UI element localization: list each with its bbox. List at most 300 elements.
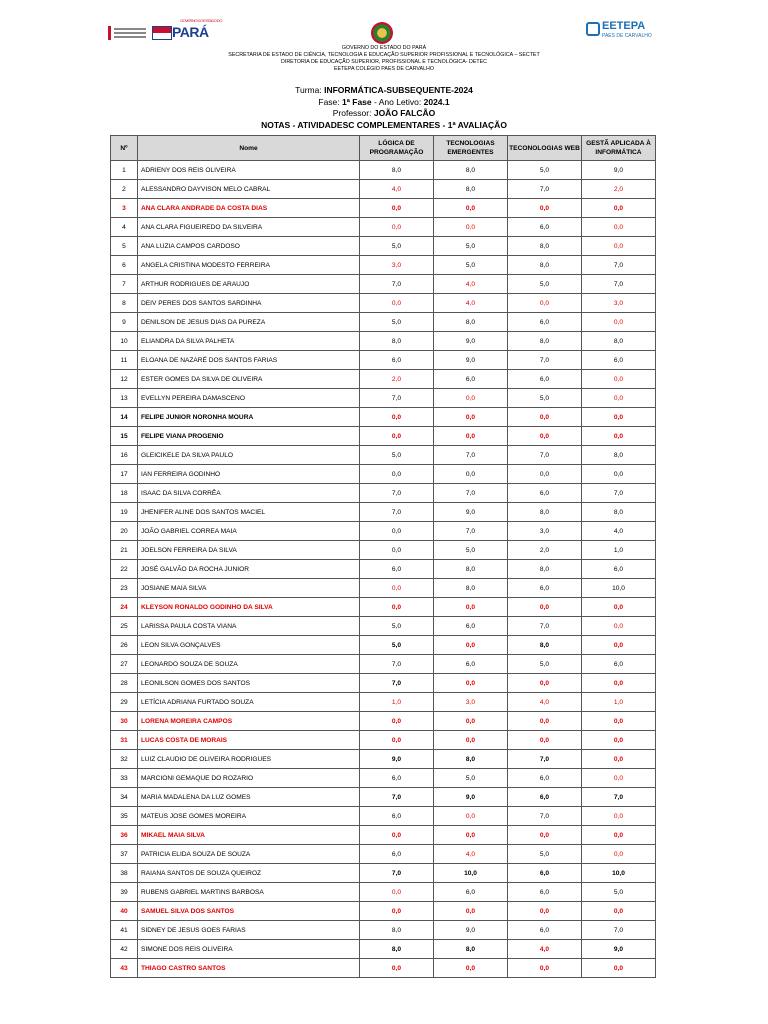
table-row [111, 503, 656, 522]
grade-cell: 5,0 [582, 883, 656, 902]
grade-cell: 3,0 [582, 294, 656, 313]
row-number: 30 [111, 712, 138, 731]
grade-cell: 8,0 [582, 446, 656, 465]
student-name: RAIANA SANTOS DE SOUZA QUEIROZ [138, 864, 360, 883]
secretaria-mini-logo [108, 26, 149, 40]
student-name: ISAAC DA SILVA CORRÊA [138, 484, 360, 503]
grade-cell: 0,0 [582, 769, 656, 788]
col-header-tec-emergentes: TECNOLOGIAS EMERGENTES [434, 136, 508, 161]
table-row [111, 902, 656, 921]
table-row [111, 674, 656, 693]
grade-cell: 8,0 [508, 237, 582, 256]
student-name: DEIV PERES DOS SANTOS SARDINHA [138, 294, 360, 313]
row-number: 24 [111, 598, 138, 617]
row-number: 10 [111, 332, 138, 351]
row-number: 20 [111, 522, 138, 541]
student-name: GLEICIKELE DA SILVA PAULO [138, 446, 360, 465]
grade-cell: 9,0 [360, 750, 434, 769]
grade-cell: 8,0 [434, 161, 508, 180]
table-row [111, 465, 656, 484]
student-name: FELIPE VIANA PROGENIO [138, 427, 360, 446]
table-row [111, 750, 656, 769]
fase-label: Fase: [318, 96, 343, 107]
row-number: 12 [111, 370, 138, 389]
grade-cell: 8,0 [508, 560, 582, 579]
table-row [111, 522, 656, 541]
grade-cell: 8,0 [582, 503, 656, 522]
grade-cell: 7,0 [360, 389, 434, 408]
turma-line [0, 85, 768, 97]
grade-cell: 7,0 [508, 446, 582, 465]
student-name: LEON SILVA GONÇALVES [138, 636, 360, 655]
row-number: 43 [111, 959, 138, 978]
table-row [111, 256, 656, 275]
grade-cell: 5,0 [508, 845, 582, 864]
table-row [111, 712, 656, 731]
row-number: 11 [111, 351, 138, 370]
grade-cell: 0,0 [434, 218, 508, 237]
grade-cell: 4,0 [582, 522, 656, 541]
student-name: SIMONE DOS REIS OLIVEIRA [138, 940, 360, 959]
grade-cell: 0,0 [360, 598, 434, 617]
grade-cell: 10,0 [582, 579, 656, 598]
grade-cell: 2,0 [360, 370, 434, 389]
grade-cell: 8,0 [434, 940, 508, 959]
grade-cell: 0,0 [582, 389, 656, 408]
eetepa-name: EETEPA [602, 20, 646, 32]
grade-cell: 8,0 [360, 921, 434, 940]
grade-cell: 8,0 [508, 332, 582, 351]
grade-cell: 5,0 [434, 769, 508, 788]
grade-cell: 0,0 [360, 199, 434, 218]
row-number: 39 [111, 883, 138, 902]
row-number: 9 [111, 313, 138, 332]
grade-cell: 7,0 [508, 807, 582, 826]
student-name: RUBENS GABRIEL MARTINS BARBOSA [138, 883, 360, 902]
row-number: 41 [111, 921, 138, 940]
grade-cell: 4,0 [360, 180, 434, 199]
grade-cell: 8,0 [434, 560, 508, 579]
table-row [111, 560, 656, 579]
grade-cell: 10,0 [582, 864, 656, 883]
grade-cell: 6,0 [434, 370, 508, 389]
grade-cell: 0,0 [582, 902, 656, 921]
grade-cell: 0,0 [360, 408, 434, 427]
row-number: 42 [111, 940, 138, 959]
row-number: 34 [111, 788, 138, 807]
grade-cell: 8,0 [434, 579, 508, 598]
row-number: 22 [111, 560, 138, 579]
table-row [111, 408, 656, 427]
eetepa-logo [586, 22, 656, 42]
grade-cell: 0,0 [582, 750, 656, 769]
grade-cell: 0,0 [434, 902, 508, 921]
student-name: MARCIONI GEMAQUE DO ROZARIO [138, 769, 360, 788]
grade-cell: 7,0 [360, 503, 434, 522]
grade-cell: 6,0 [434, 617, 508, 636]
grade-cell: 5,0 [508, 655, 582, 674]
grade-cell: 0,0 [434, 712, 508, 731]
header-line: DIRETORIA DE EDUCAÇÃO SUPERIOR, PROFISSIONAL E TECNOLÓGICA- DETEC [281, 59, 487, 65]
grade-cell: 0,0 [434, 427, 508, 446]
grade-cell: 6,0 [508, 484, 582, 503]
row-number: 2 [111, 180, 138, 199]
para-logo-word: PARÁ [172, 24, 209, 40]
student-name: LUIZ CLAUDIO DE OLIVEIRA RODRIGUES [138, 750, 360, 769]
row-number: 7 [111, 275, 138, 294]
para-logo-small: GOVERNO DO ESTADO DO [180, 18, 222, 23]
student-name: JOSIANE MAIA SILVA [138, 579, 360, 598]
student-name: ANGELA CRISTINA MODESTO FERREIRA [138, 256, 360, 275]
para-flag-icon [152, 26, 172, 40]
student-name: ANA LUZIA CAMPOS CARDOSO [138, 237, 360, 256]
student-name: ADRIENY DOS REIS OLIVEIRA [138, 161, 360, 180]
grade-cell: 6,0 [360, 845, 434, 864]
grade-cell: 5,0 [434, 256, 508, 275]
table-row [111, 237, 656, 256]
notas-title [0, 120, 768, 132]
table-row [111, 313, 656, 332]
grade-cell: 0,0 [360, 883, 434, 902]
grade-cell: 5,0 [508, 389, 582, 408]
student-name: LEONILSON GOMES DOS SANTOS [138, 674, 360, 693]
professor-line [0, 108, 768, 120]
grade-cell: 0,0 [360, 902, 434, 921]
grade-cell: 0,0 [508, 826, 582, 845]
table-row [111, 579, 656, 598]
grade-cell: 0,0 [582, 370, 656, 389]
student-name: LUCAS COSTA DE MORAIS [138, 731, 360, 750]
grade-cell: 1,0 [360, 693, 434, 712]
grade-cell: 0,0 [434, 465, 508, 484]
grade-cell: 9,0 [434, 351, 508, 370]
grade-cell: 0,0 [360, 579, 434, 598]
student-name: JHENIFER ALINE DOS SANTOS MACIEL [138, 503, 360, 522]
institution-header [0, 45, 768, 73]
table-row [111, 959, 656, 978]
table-row [111, 807, 656, 826]
grade-cell: 6,0 [508, 579, 582, 598]
grade-cell: 8,0 [508, 636, 582, 655]
grade-cell: 0,0 [582, 636, 656, 655]
grade-cell: 0,0 [434, 674, 508, 693]
header-line: EETEPA COLÉGIO PAES DE CARVALHO [334, 66, 434, 72]
grade-cell: 8,0 [508, 503, 582, 522]
grade-cell: 6,0 [434, 655, 508, 674]
grade-cell: 5,0 [360, 446, 434, 465]
grade-cell: 8,0 [360, 332, 434, 351]
student-name: ALESSANDRO DAYVISON MELO CABRAL [138, 180, 360, 199]
grade-cell: 6,0 [508, 218, 582, 237]
table-row [111, 845, 656, 864]
grade-cell: 7,0 [508, 351, 582, 370]
grade-cell: 7,0 [508, 180, 582, 199]
table-row [111, 940, 656, 959]
grade-cell: 0,0 [434, 408, 508, 427]
grades-table [110, 135, 656, 978]
grade-cell: 0,0 [434, 807, 508, 826]
row-number: 8 [111, 294, 138, 313]
grade-cell: 9,0 [434, 332, 508, 351]
grade-cell: 6,0 [582, 351, 656, 370]
student-name: MIKAEL MAIA SILVA [138, 826, 360, 845]
grade-cell: 0,0 [508, 959, 582, 978]
grade-cell: 7,0 [582, 921, 656, 940]
grade-cell: 5,0 [434, 237, 508, 256]
row-number: 16 [111, 446, 138, 465]
table-row [111, 351, 656, 370]
grade-cell: 7,0 [360, 788, 434, 807]
grade-cell: 7,0 [582, 275, 656, 294]
grade-cell: 0,0 [582, 959, 656, 978]
header-line: GOVERNO DO ESTADO DO PARÁ [341, 45, 427, 51]
student-name: JOSÉ GALVÃO DA ROCHA JUNIOR [138, 560, 360, 579]
student-name: LEONARDO SOUZA DE SOUZA [138, 655, 360, 674]
row-number: 5 [111, 237, 138, 256]
table-row [111, 199, 656, 218]
student-name: SAMUEL SILVA DOS SANTOS [138, 902, 360, 921]
grade-cell: 2,0 [508, 541, 582, 560]
grade-cell: 5,0 [360, 636, 434, 655]
grade-cell: 7,0 [434, 484, 508, 503]
table-row [111, 389, 656, 408]
row-number: 29 [111, 693, 138, 712]
table-row [111, 427, 656, 446]
grade-cell: 7,0 [434, 446, 508, 465]
grade-cell: 7,0 [582, 484, 656, 503]
grade-cell: 9,0 [434, 921, 508, 940]
grade-cell: 0,0 [434, 636, 508, 655]
grade-cell: 0,0 [434, 731, 508, 750]
row-number: 3 [111, 199, 138, 218]
grade-cell: 0,0 [582, 617, 656, 636]
grade-cell: 2,0 [582, 180, 656, 199]
student-name: IAN FERREIRA GODINHO [138, 465, 360, 484]
student-name: LETÍCIA ADRIANA FURTADO SOUZA [138, 693, 360, 712]
ano-label: - Ano Letivo: [371, 96, 424, 107]
government-logo [108, 18, 222, 42]
notas-title-text: NOTAS - ATIVIDADESC COMPLEMENTARES - 1ª AVALIAÇÃO [261, 119, 507, 130]
row-number: 37 [111, 845, 138, 864]
grade-cell: 6,0 [508, 370, 582, 389]
grade-cell: 5,0 [434, 541, 508, 560]
row-number: 19 [111, 503, 138, 522]
student-name: ANA CLARA ANDRADE DA COSTA DIAS [138, 199, 360, 218]
table-row [111, 541, 656, 560]
grade-cell: 0,0 [582, 465, 656, 484]
grade-cell: 8,0 [582, 332, 656, 351]
grade-cell: 0,0 [582, 237, 656, 256]
grade-cell: 0,0 [582, 845, 656, 864]
state-seal-icon [371, 22, 393, 44]
row-number: 23 [111, 579, 138, 598]
professor-value: JOÃO FALCÃO [373, 108, 436, 118]
grade-cell: 8,0 [508, 256, 582, 275]
table-row [111, 883, 656, 902]
grade-cell: 0,0 [508, 902, 582, 921]
grade-cell: 0,0 [582, 826, 656, 845]
student-name: DENILSON DE JESUS DIAS DA PUREZA [138, 313, 360, 332]
grade-cell: 5,0 [360, 313, 434, 332]
student-name: JOELSON FERREIRA DA SILVA [138, 541, 360, 560]
turma-value: INFORMÁTICA-SUBSEQUENTE-2024 [324, 85, 473, 95]
row-number: 33 [111, 769, 138, 788]
fase-value: 1ª Fase [342, 96, 372, 107]
grade-cell: 0,0 [434, 826, 508, 845]
row-number: 31 [111, 731, 138, 750]
table-row [111, 598, 656, 617]
row-number: 6 [111, 256, 138, 275]
row-number: 15 [111, 427, 138, 446]
logo-bar [0, 20, 768, 46]
eetepa-mark-icon [586, 22, 600, 36]
row-number: 17 [111, 465, 138, 484]
table-row [111, 218, 656, 237]
table-row [111, 769, 656, 788]
grade-cell: 9,0 [582, 940, 656, 959]
row-number: 25 [111, 617, 138, 636]
grade-cell: 4,0 [434, 275, 508, 294]
table-row [111, 275, 656, 294]
student-name: ELIANDRA DA SILVA PALHETA [138, 332, 360, 351]
student-name: JOÃO GABRIEL CORREA MAIA [138, 522, 360, 541]
grade-cell: 6,0 [360, 351, 434, 370]
table-row [111, 655, 656, 674]
grade-cell: 6,0 [434, 883, 508, 902]
grade-cell: 6,0 [508, 883, 582, 902]
table-row [111, 731, 656, 750]
grade-cell: 8,0 [360, 161, 434, 180]
student-name: LARISSA PAULA COSTA VIANA [138, 617, 360, 636]
row-number: 40 [111, 902, 138, 921]
para-logo-text [172, 18, 222, 40]
grade-cell: 5,0 [360, 617, 434, 636]
table-row [111, 826, 656, 845]
grade-cell: 9,0 [434, 788, 508, 807]
grade-cell: 0,0 [360, 294, 434, 313]
grade-cell: 0,0 [508, 598, 582, 617]
grade-cell: 0,0 [434, 598, 508, 617]
grade-cell: 4,0 [434, 294, 508, 313]
grade-cell: 8,0 [434, 750, 508, 769]
grade-cell: 6,0 [582, 560, 656, 579]
table-header-row [111, 136, 656, 161]
grade-cell: 7,0 [508, 750, 582, 769]
row-number: 13 [111, 389, 138, 408]
grade-cell: 4,0 [508, 940, 582, 959]
row-number: 4 [111, 218, 138, 237]
student-name: MARIA MADALENA DA LUZ GOMES [138, 788, 360, 807]
grade-cell: 0,0 [360, 522, 434, 541]
grade-cell: 5,0 [508, 161, 582, 180]
grade-cell: 0,0 [582, 408, 656, 427]
student-name: SIDNEY DE JESUS GOES FARIAS [138, 921, 360, 940]
grade-cell: 0,0 [582, 731, 656, 750]
grade-cell: 6,0 [508, 313, 582, 332]
grade-cell: 3,0 [434, 693, 508, 712]
grade-cell: 0,0 [582, 427, 656, 446]
grade-cell: 8,0 [434, 180, 508, 199]
grade-cell: 0,0 [508, 408, 582, 427]
grade-cell: 0,0 [582, 199, 656, 218]
row-number: 21 [111, 541, 138, 560]
grade-cell: 7,0 [360, 864, 434, 883]
grade-cell: 0,0 [360, 218, 434, 237]
grade-cell: 0,0 [508, 294, 582, 313]
grade-cell: 6,0 [508, 921, 582, 940]
grade-cell: 6,0 [508, 769, 582, 788]
col-header-gestao: GESTÃ APLICADA À INFORMÁTICA [582, 136, 656, 161]
grade-cell: 7,0 [360, 674, 434, 693]
grade-cell: 0,0 [360, 541, 434, 560]
col-header-name: Nome [138, 136, 360, 161]
grade-cell: 0,0 [508, 674, 582, 693]
grade-cell: 6,0 [360, 807, 434, 826]
grade-cell: 0,0 [508, 199, 582, 218]
grade-cell: 7,0 [582, 256, 656, 275]
grade-cell: 0,0 [582, 674, 656, 693]
grade-cell: 6,0 [582, 655, 656, 674]
grade-cell: 0,0 [360, 959, 434, 978]
table-row [111, 921, 656, 940]
table-row [111, 180, 656, 199]
row-number: 14 [111, 408, 138, 427]
header-line: SECRETARIA DE ESTADO DE CIÊNCIA, TECNOLOGIA E EDUCAÇÃO SUPERIOR PROFISSIONAL E TECNOLÓGICA – SECTET [228, 52, 540, 58]
grade-cell: 6,0 [360, 560, 434, 579]
student-name: MATEUS JOSE GOMES MOREIRA [138, 807, 360, 826]
grade-cell: 0,0 [508, 712, 582, 731]
student-name: ARTHUR RODRIGUES DE ARAUJO [138, 275, 360, 294]
grade-cell: 0,0 [360, 427, 434, 446]
grade-cell: 3,0 [508, 522, 582, 541]
row-number: 32 [111, 750, 138, 769]
eetepa-sub: PAES DE CARVALHO [602, 33, 652, 39]
student-name: EVELLYN PEREIRA DAMASCENO [138, 389, 360, 408]
col-header-number: Nº [111, 136, 138, 161]
grade-cell: 0,0 [582, 218, 656, 237]
grade-cell: 0,0 [434, 389, 508, 408]
student-name: FELIPE JUNIOR NORONHA MOURA [138, 408, 360, 427]
ano-value: 2024.1 [423, 96, 450, 107]
grade-cell: 7,0 [360, 275, 434, 294]
grade-cell: 10,0 [434, 864, 508, 883]
grade-cell: 9,0 [582, 161, 656, 180]
grade-cell: 7,0 [360, 655, 434, 674]
table-row [111, 370, 656, 389]
grade-cell: 6,0 [508, 864, 582, 883]
grade-cell: 0,0 [508, 427, 582, 446]
table-row [111, 693, 656, 712]
grade-cell: 7,0 [360, 484, 434, 503]
grade-cell: 4,0 [434, 845, 508, 864]
row-number: 18 [111, 484, 138, 503]
student-name: PATRICIA ELIDA SOUZA DE SOUZA [138, 845, 360, 864]
grade-cell: 6,0 [508, 788, 582, 807]
row-number: 26 [111, 636, 138, 655]
student-name: THIAGO CASTRO SANTOS [138, 959, 360, 978]
grade-cell: 0,0 [360, 712, 434, 731]
table-row [111, 446, 656, 465]
grade-cell: 8,0 [434, 313, 508, 332]
table-row [111, 788, 656, 807]
table-row [111, 484, 656, 503]
grade-cell: 3,0 [360, 256, 434, 275]
table-row [111, 294, 656, 313]
row-number: 38 [111, 864, 138, 883]
grade-cell: 0,0 [360, 465, 434, 484]
grade-cell: 0,0 [360, 826, 434, 845]
student-name: KLEYSON RONALDO GODINHO DA SILVA [138, 598, 360, 617]
